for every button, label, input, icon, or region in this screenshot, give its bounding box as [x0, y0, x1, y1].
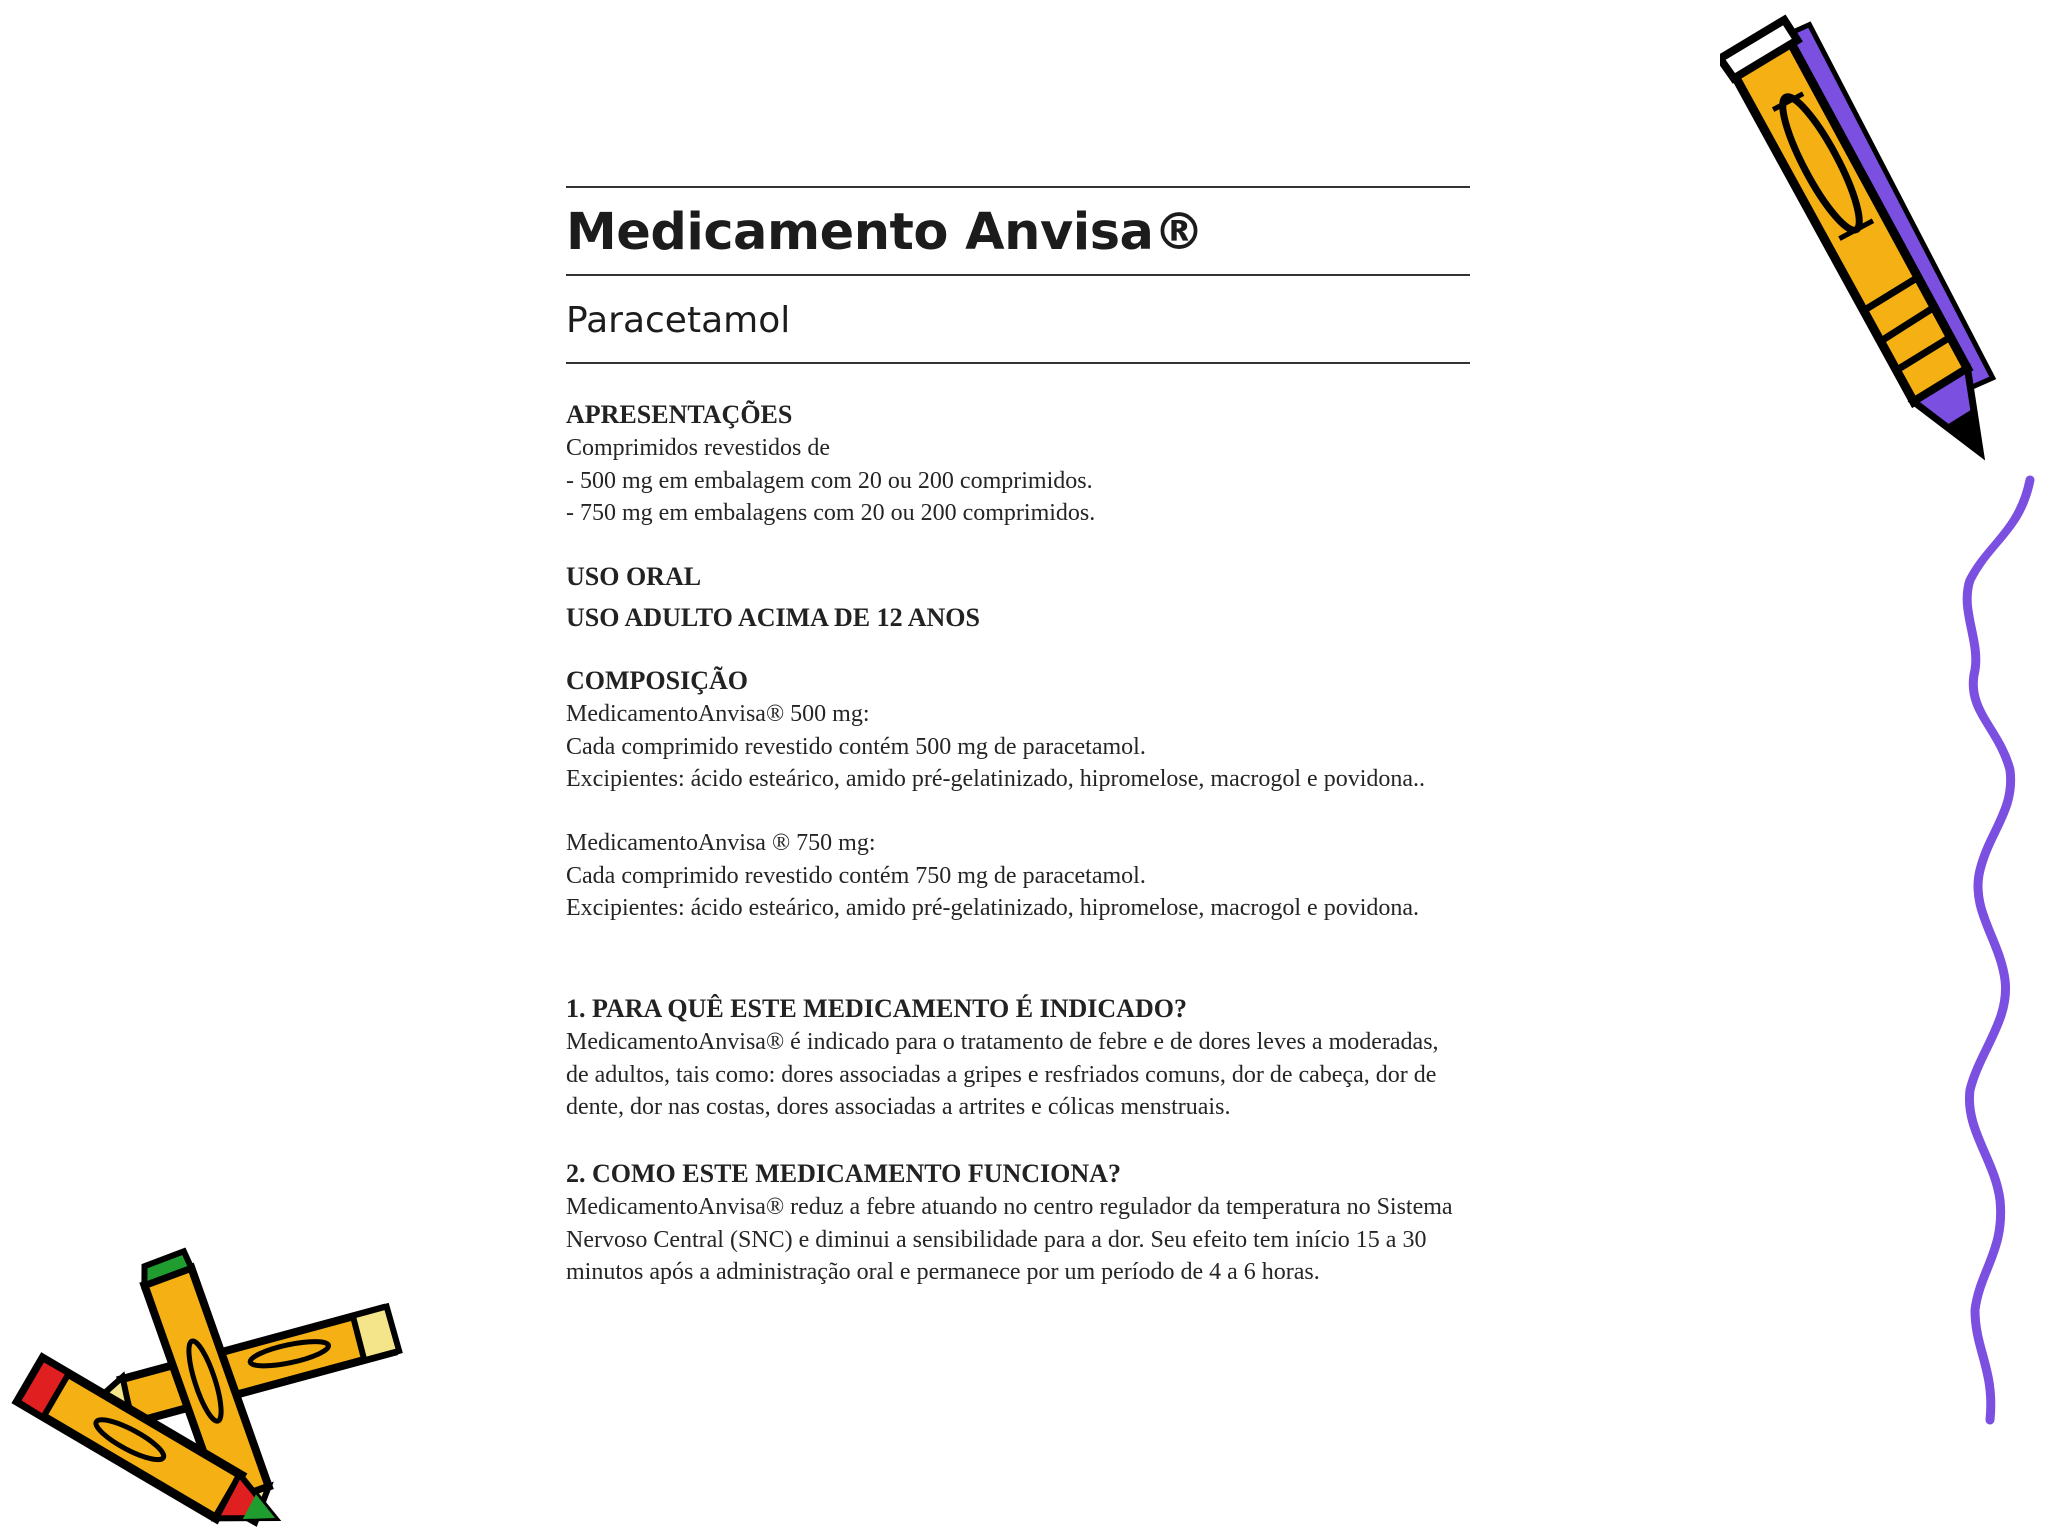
text-line: Comprimidos revestidos de — [566, 435, 830, 461]
section-composicao — [566, 664, 1425, 796]
text-line: Cada comprimido revestido contém 500 mg de paracetamol. — [566, 733, 1146, 760]
brand-title: Medicamento Anvisa® — [566, 202, 1204, 262]
text-line: - 750 mg em embalagens com 20 ou 200 comprimidos. — [566, 500, 1096, 526]
section-heading: COMPOSIÇÃO — [566, 666, 748, 695]
section-2 — [566, 1157, 1453, 1289]
section-uso-adulto — [566, 601, 980, 635]
section-heading: 2. COMO ESTE MEDICAMENTO FUNCIONA? — [566, 1159, 1121, 1188]
text-line: Excipientes: ácido esteárico, amido pré-gelatinizado, hipromelose, macrogol e povidona. — [566, 895, 1420, 921]
section-apresentacoes — [566, 398, 1095, 530]
text-line: Nervoso Central (SNC) e diminui a sensibilidade para a dor. Seu efeito tem início 15 a 30 — [566, 1226, 1427, 1253]
text-line: minutos após a administração oral e permanece por um período de 4 a 6 horas. — [566, 1259, 1320, 1285]
section-1 — [566, 992, 1439, 1124]
active-ingredient: Paracetamol — [566, 299, 791, 341]
text-line: dente, dor nas costas, dores associadas a artrites e cólicas menstruais. — [566, 1094, 1231, 1120]
pencil-icon — [1720, 0, 2020, 490]
drug-leaflet — [566, 186, 1470, 1364]
text-line: MedicamentoAnvisa ® 750 mg: — [566, 830, 876, 856]
crayons-icon — [0, 1230, 420, 1530]
text-line: MedicamentoAnvisa® 500 mg: — [566, 701, 870, 727]
text-line: Excipientes: ácido esteárico, amido pré-gelatinizado, hipromelose, macrogol e povidona.. — [566, 766, 1426, 792]
section-heading: 1. PARA QUÊ ESTE MEDICAMENTO É INDICADO? — [566, 994, 1187, 1023]
subtitle-row — [566, 276, 1470, 362]
title-row — [566, 188, 1470, 274]
text-line: MedicamentoAnvisa® reduz a febre atuando no centro regulador da temperatura no Sistema — [566, 1194, 1453, 1220]
uso-adulto: USO ADULTO ACIMA DE 12 ANOS — [566, 603, 980, 632]
uso-oral: USO ORAL — [566, 562, 702, 591]
text-line: Cada comprimido revestido contém 750 mg de paracetamol. — [566, 862, 1146, 889]
section-heading: APRESENTAÇÕES — [566, 400, 793, 429]
squiggle-line — [1920, 470, 2048, 1450]
section-uso — [566, 560, 701, 594]
composicao-750 — [566, 827, 1419, 925]
text-line: de adultos, tais como: dores associadas a gripes e resfriados comuns, dor de cabeça, dor de — [566, 1061, 1437, 1088]
text-line: MedicamentoAnvisa® é indicado para o tratamento de febre e de dores leves a moderadas, — [566, 1029, 1439, 1055]
text-line: - 500 mg em embalagem com 20 ou 200 comprimidos. — [566, 467, 1093, 494]
